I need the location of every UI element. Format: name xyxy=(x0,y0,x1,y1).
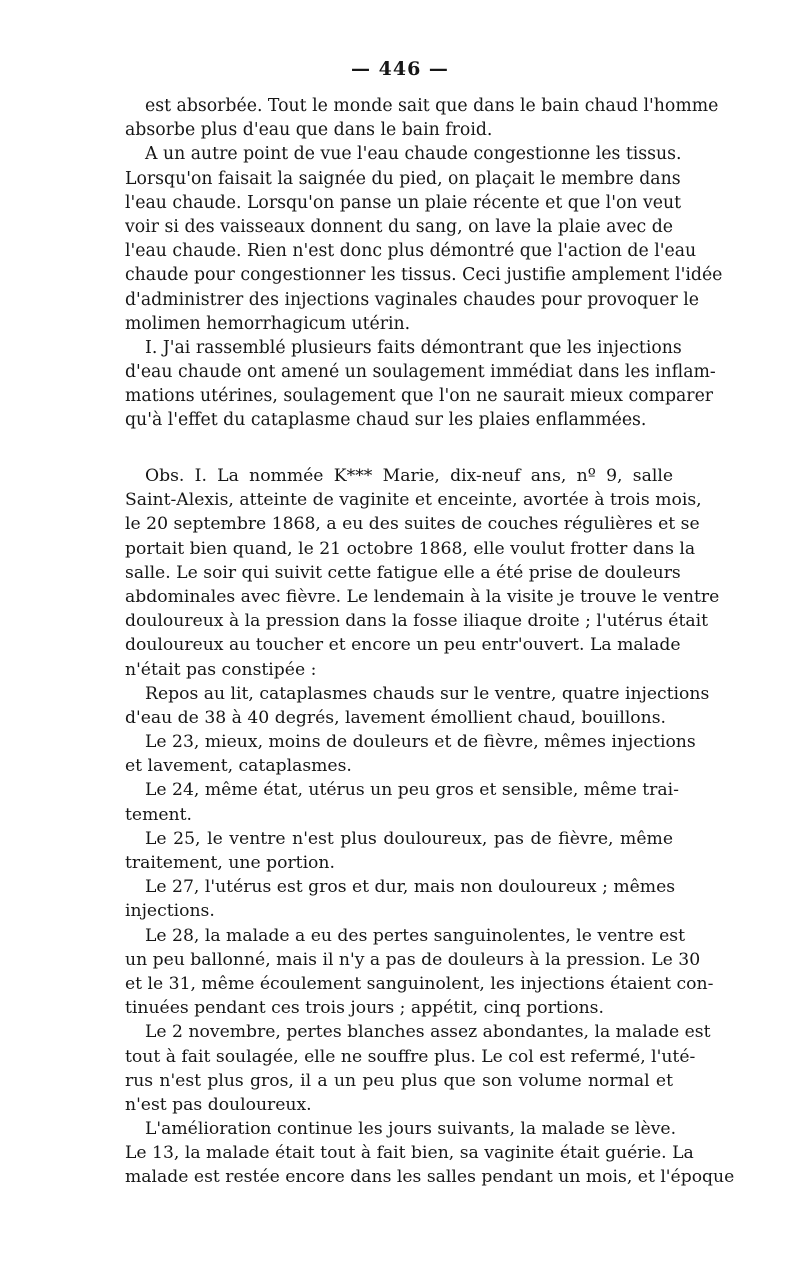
page-number: — 446 — xyxy=(351,58,449,80)
text-p2-line-8: molimen hemorrhagicum utérin. xyxy=(125,313,411,334)
obs-p7-line-2: un peu ballonné, mais il n'y a pas de douleurs à la pression. Le 30 xyxy=(125,949,701,970)
obs-p9-line-2: Le 13, la malade était tout à fait bien, sa vaginite était guérie. La xyxy=(125,1143,694,1164)
obs-p2-line-1: Repos au lit, cataplasmes chauds sur le ventre, quatre injections xyxy=(145,683,710,704)
body-text-top xyxy=(125,94,723,433)
obs-p4-line-2: tement. xyxy=(125,804,192,825)
obs-p7-line-4: tinuées pendant ces trois jours ; appétit, cinq portions. xyxy=(125,998,604,1019)
text-p3-line-4: qu'à l'effet du cataplasme chaud sur les plaies enflammées. xyxy=(125,410,647,431)
obs-p7-line-1: Le 28, la malade a eu des pertes sanguinolentes, le ventre est xyxy=(145,925,686,946)
text-p2-line-5: l'eau chaude. Rien n'est donc plus démontré que l'action de l'eau xyxy=(125,241,697,262)
text-p2-line-2: Lorsqu'on faisait la saignée du pied, on plaçait le membre dans xyxy=(125,168,681,189)
text-p1-line-1: est absorbée. Tout le monde sait que dans le bain chaud l'homme xyxy=(145,96,719,116)
obs-p1-line-3: le 20 septembre 1868, a eu des suites de couches régulières et se xyxy=(125,514,700,535)
obs-p5-line-2: traitement, une portion. xyxy=(125,853,335,873)
obs-p1-line-4: portait bien quand, le 21 octobre 1868, elle voulut frotter dans la xyxy=(125,538,696,559)
obs-p6-line-2: injections. xyxy=(125,901,215,922)
obs-p2-line-2: d'eau de 38 à 40 degrés, lavement émollient chaud, bouillons. xyxy=(125,707,667,728)
text-p2-line-7: d'administrer des injections vaginales chaudes pour provoquer le xyxy=(125,289,700,310)
obs-p1-line-2: Saint-Alexis, atteinte de vaginite et enceinte, avortée à trois mois, xyxy=(125,490,702,511)
obs-p1-line-8: douloureux au toucher et encore un peu entr'ouvert. La malade xyxy=(125,635,681,656)
obs-p8-line-2: tout à fait soulagée, elle ne souffre plus. Le col est refermé, l'uté- xyxy=(125,1046,696,1067)
text-p3-line-3: mations utérines, soulagement que l'on ne saurait mieux comparer xyxy=(125,386,714,407)
obs-p3-line-1: Le 23, mieux, moins de douleurs et de fièvre, mêmes injections xyxy=(145,732,696,753)
obs-p6-line-1: Le 27, l'utérus est gros et dur, mais non douloureux ; mêmes xyxy=(145,877,676,898)
obs-p8-line-1: Le 2 novembre, pertes blanches assez abondantes, la malade est xyxy=(145,1022,711,1043)
obs-p1-line-1: Obs. I. La nommée K*** Marie, dix-neuf ans, nº 9, salle xyxy=(145,466,673,486)
obs-p8-line-4: n'est pas douloureux. xyxy=(125,1094,312,1115)
text-p2-line-4: voir si des vaisseaux donnent du sang, on lave la plaie avec de xyxy=(125,216,673,237)
obs-p8-line-3: rus n'est plus gros, il a un peu plus que son volume normal et xyxy=(125,1070,673,1091)
text-p2-line-1: A un autre point de vue l'eau chaude congestionne les tissus. xyxy=(145,144,682,165)
text-p2-line-6: chaude pour congestionner les tissus. Ceci justifie amplement l'idée xyxy=(125,265,723,286)
obs-p1-line-7: douloureux à la pression dans la fosse iliaque droite ; l'utérus était xyxy=(125,611,709,632)
obs-p1-line-9: n'était pas constipée : xyxy=(125,659,317,680)
text-p3-line-2: d'eau chaude ont amené un soulagement immédiat dans les inflam- xyxy=(125,362,716,383)
obs-p5-line-1: Le 25, le ventre n'est plus douloureux, pas de fièvre, même xyxy=(145,828,673,849)
obs-p4-line-1: Le 24, même état, utérus un peu gros et sensible, même trai- xyxy=(145,780,679,801)
obs-p9-line-3: malade est restée encore dans les salles pendant un mois, et l'époque xyxy=(125,1167,735,1188)
obs-p1-line-6: abdominales avec fièvre. Le lendemain à la visite je trouve le ventre xyxy=(125,586,720,607)
text-p2-line-3: l'eau chaude. Lorsqu'on panse un plaie récente et que l'on veut xyxy=(125,192,682,213)
obs-p1-line-5: salle. Le soir qui suivit cette fatigue elle a été prise de douleurs xyxy=(125,562,681,583)
text-p3-line-1: I. J'ai rassemblé plusieurs faits démontrant que les injections xyxy=(145,337,682,358)
obs-p3-line-2: et lavement, cataplasmes. xyxy=(125,756,352,777)
obs-p7-line-3: et le 31, même écoulement sanguinolent, les injections étaient con- xyxy=(125,973,714,994)
observation-text xyxy=(125,464,735,1190)
text-p1-line-2: absorbe plus d'eau que dans le bain froid. xyxy=(125,120,493,141)
obs-p9-line-1: L'amélioration continue les jours suivants, la malade se lève. xyxy=(145,1119,677,1140)
